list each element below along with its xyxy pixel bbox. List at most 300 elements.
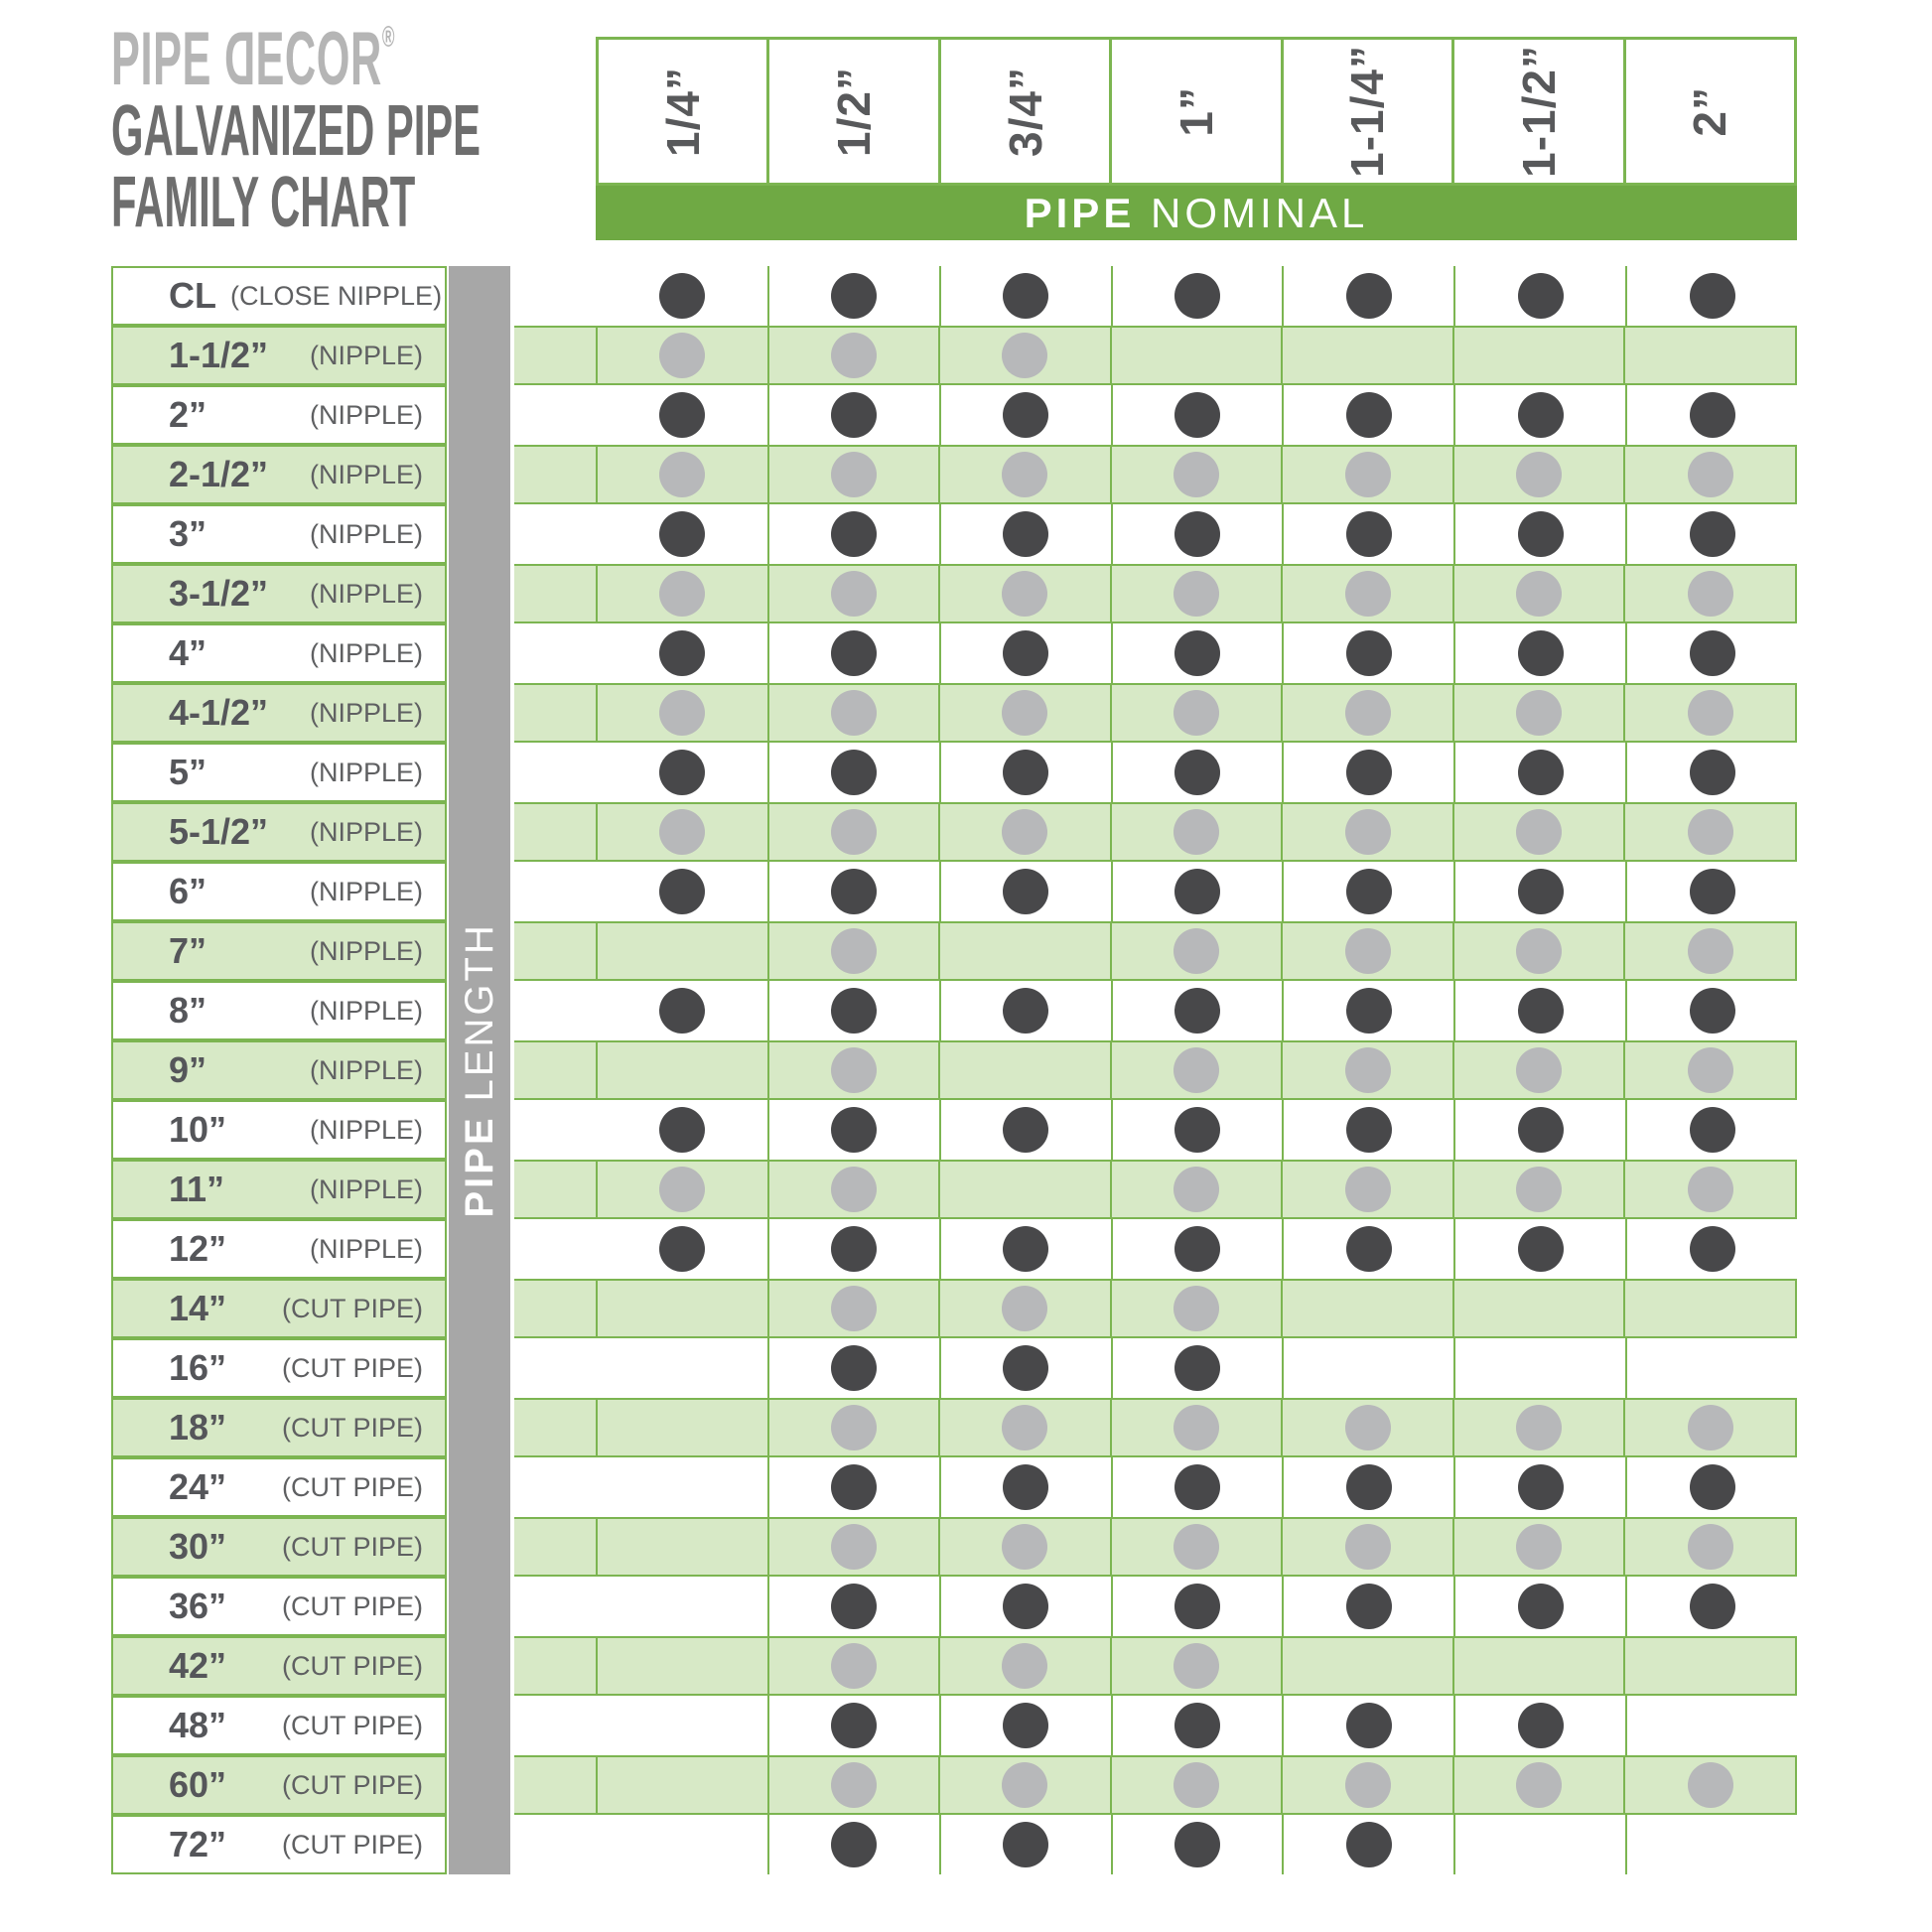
column-header-6 (1451, 37, 1625, 186)
availability-dot (1518, 988, 1564, 1034)
matrix-cell (767, 1815, 939, 1874)
matrix-cell (1625, 1219, 1797, 1279)
matrix-cell (1623, 447, 1797, 502)
availability-dot (831, 1584, 877, 1629)
matrix-cell (1453, 504, 1625, 564)
availability-dot (659, 273, 705, 319)
table-row (514, 1457, 1797, 1517)
matrix-cell (1282, 1338, 1453, 1398)
pipe-nominal-bold: PIPE (1024, 189, 1136, 236)
availability-dot (1174, 1703, 1220, 1748)
matrix-cell (1110, 447, 1282, 502)
matrix-cell (939, 1100, 1111, 1160)
availability-dot (1003, 511, 1048, 557)
row-type-note: (CUT PIPE) (281, 1471, 423, 1502)
column-header-4 (1109, 37, 1283, 186)
matrix-cell (1111, 862, 1283, 921)
matrix-cell (1625, 1457, 1797, 1517)
row-label (111, 504, 447, 564)
column-header-row (596, 37, 1797, 186)
matrix-cell (1453, 266, 1625, 326)
availability-dot (1518, 1584, 1564, 1629)
availability-dot (831, 392, 877, 438)
availability-dot (1003, 1345, 1048, 1391)
matrix-cell (767, 1042, 939, 1098)
row-label (111, 1338, 447, 1398)
matrix-cell (1453, 1219, 1625, 1279)
matrix-cell (1623, 328, 1797, 383)
availability-dot (1345, 571, 1391, 617)
availability-dot (1688, 928, 1733, 974)
pipe-length-bar (449, 266, 510, 1874)
availability-dot (1173, 1643, 1219, 1689)
row-type-note: (NIPPLE) (309, 1233, 423, 1264)
matrix-cell (596, 685, 767, 741)
column-header-3 (938, 37, 1112, 186)
pipe-length-bold: PIPE (457, 1115, 501, 1218)
row-size-label: 60” (169, 1764, 227, 1805)
table-row (514, 564, 1797, 623)
matrix-cell (1281, 685, 1452, 741)
table-row (514, 1577, 1797, 1636)
availability-dot (1174, 1464, 1220, 1510)
availability-dot (1688, 571, 1733, 617)
row-size-label: 10” (169, 1109, 227, 1150)
availability-dot (1174, 1107, 1220, 1153)
availability-dot (831, 452, 877, 497)
row-type-note: (CUT PIPE) (281, 1769, 423, 1800)
row-label (111, 862, 447, 921)
availability-dot (1174, 1584, 1220, 1629)
matrix-cell (1281, 923, 1452, 979)
matrix-cell (1110, 1042, 1282, 1098)
matrix-cell (1110, 923, 1282, 979)
availability-dot (1516, 1167, 1562, 1212)
availability-dot (1345, 1405, 1391, 1450)
row-label (111, 1517, 447, 1577)
matrix-cell (1452, 1638, 1624, 1694)
table-row (514, 1040, 1797, 1100)
matrix-cell (596, 1519, 767, 1575)
table-row (514, 266, 1797, 326)
row-size-label: 5” (169, 752, 207, 792)
row-label (111, 385, 447, 445)
matrix-cell (1623, 1042, 1797, 1098)
row-stripe-spacer (514, 1577, 596, 1636)
matrix-cell (1452, 447, 1624, 502)
matrix-cell (1452, 1519, 1624, 1575)
availability-dot (1346, 1703, 1392, 1748)
row-size-label: 2” (169, 394, 207, 435)
matrix-cell (938, 1400, 1110, 1455)
matrix-cell (1625, 981, 1797, 1040)
matrix-cell (1110, 566, 1282, 621)
matrix-cell (1623, 1281, 1797, 1336)
row-size-label: 2-1/2” (169, 454, 269, 494)
row-stripe-spacer (514, 385, 596, 445)
row-label-column (111, 266, 447, 1874)
availability-dot (1690, 1107, 1735, 1153)
availability-dot (1173, 690, 1219, 736)
row-size-label: 7” (169, 930, 207, 971)
availability-dot (1516, 452, 1562, 497)
matrix-cell (1453, 623, 1625, 683)
matrix-cell (1625, 862, 1797, 921)
row-stripe-spacer (514, 447, 596, 502)
row-size-label: 14” (169, 1288, 227, 1328)
table-row (514, 1636, 1797, 1696)
logo-reversed-d: D (223, 17, 256, 101)
matrix-cell (939, 1696, 1111, 1755)
matrix-cell (1452, 1162, 1624, 1217)
availability-dot (831, 690, 877, 736)
row-label (111, 1636, 447, 1696)
availability-dot (1174, 630, 1220, 676)
row-type-note: (CUT PIPE) (281, 1412, 423, 1443)
table-row (514, 1160, 1797, 1219)
matrix-cell (939, 862, 1111, 921)
matrix-cell (1623, 1162, 1797, 1217)
row-type-note: (NIPPLE) (309, 578, 423, 609)
matrix-cell (1281, 804, 1452, 860)
availability-dot (1173, 571, 1219, 617)
availability-dot (659, 511, 705, 557)
availability-dot (1345, 1167, 1391, 1212)
availability-dot (1518, 869, 1564, 914)
matrix-cell (596, 566, 767, 621)
matrix-cell (1281, 1638, 1452, 1694)
matrix-cell (1110, 328, 1282, 383)
availability-dot (1002, 1762, 1047, 1808)
availability-dot (1516, 1047, 1562, 1093)
row-size-label: 18” (169, 1407, 227, 1448)
availability-dot (1173, 452, 1219, 497)
matrix-cell (1452, 923, 1624, 979)
column-header-label: 2” (1684, 85, 1736, 137)
availability-dot (1516, 1762, 1562, 1808)
row-label (111, 1815, 447, 1874)
availability-dot (831, 1345, 877, 1391)
matrix-cell (1452, 804, 1624, 860)
row-stripe-spacer (514, 1219, 596, 1279)
availability-dot (659, 630, 705, 676)
availability-dot (1002, 333, 1047, 378)
availability-dot (1516, 571, 1562, 617)
row-type-note: (CUT PIPE) (281, 1293, 423, 1323)
availability-dot (831, 750, 877, 795)
matrix-cell (1625, 743, 1797, 802)
row-label (111, 564, 447, 623)
table-row (514, 683, 1797, 743)
matrix-cell (1623, 1638, 1797, 1694)
availability-dot (1690, 750, 1735, 795)
availability-dot (659, 333, 705, 378)
row-stripe-spacer (514, 1162, 596, 1217)
row-size-label: 4” (169, 632, 207, 673)
table-row (514, 1398, 1797, 1457)
matrix-cell (938, 923, 1110, 979)
row-type-note: (CUT PIPE) (281, 1710, 423, 1740)
matrix-cell (1453, 385, 1625, 445)
row-size-label: 30” (169, 1526, 227, 1567)
row-stripe-spacer (514, 504, 596, 564)
matrix-cell (939, 1457, 1111, 1517)
matrix-cell (1110, 1519, 1282, 1575)
matrix-cell (767, 1519, 939, 1575)
availability-dot (1346, 869, 1392, 914)
row-size-label: 8” (169, 990, 207, 1031)
matrix-cell (1623, 1519, 1797, 1575)
matrix-cell (1110, 804, 1282, 860)
row-type-note: (NIPPLE) (309, 995, 423, 1026)
matrix-cell (1282, 862, 1453, 921)
availability-dot (1690, 392, 1735, 438)
column-header-label: 1-1/4” (1341, 45, 1394, 178)
matrix-cell (767, 566, 939, 621)
matrix-cell (1453, 862, 1625, 921)
matrix-cell (1111, 1815, 1283, 1874)
availability-dot (1518, 750, 1564, 795)
matrix-cell (596, 981, 767, 1040)
matrix-cell (1111, 1577, 1283, 1636)
table-row (514, 802, 1797, 862)
matrix-cell (596, 1696, 767, 1755)
availability-dot (1002, 809, 1047, 855)
availability-dot (1003, 1226, 1048, 1272)
matrix-cell (939, 623, 1111, 683)
pipe-nominal-band (596, 186, 1797, 240)
row-stripe-spacer (514, 1519, 596, 1575)
matrix-cell (1453, 1696, 1625, 1755)
row-label (111, 1755, 447, 1815)
availability-dot (1173, 1524, 1219, 1570)
column-header-label: 1/4” (656, 66, 709, 157)
availability-dot (1345, 1524, 1391, 1570)
row-type-note: (NIPPLE) (309, 1114, 423, 1145)
availability-dot (831, 1643, 877, 1689)
availability-dot (1174, 750, 1220, 795)
matrix-cell (1281, 1162, 1452, 1217)
row-type-note: (NIPPLE) (309, 340, 423, 370)
availability-dot (1518, 630, 1564, 676)
matrix-cell (938, 1162, 1110, 1217)
availability-dot (1173, 1167, 1219, 1212)
matrix-cell (1625, 385, 1797, 445)
row-label (111, 1160, 447, 1219)
column-header-1 (596, 37, 769, 186)
availability-dot (1174, 869, 1220, 914)
matrix-cell (1452, 328, 1624, 383)
availability-dot (1688, 452, 1733, 497)
matrix-cell (1282, 1815, 1453, 1874)
row-stripe-spacer (514, 566, 596, 621)
matrix-cell (596, 1757, 767, 1813)
matrix-cell (1111, 743, 1283, 802)
row-type-note: (NIPPLE) (309, 518, 423, 549)
row-stripe-spacer (514, 923, 596, 979)
matrix-cell (1623, 566, 1797, 621)
availability-dot (1688, 690, 1733, 736)
matrix-cell (1453, 1577, 1625, 1636)
matrix-cell (596, 266, 767, 326)
table-row (514, 981, 1797, 1040)
row-label (111, 1398, 447, 1457)
matrix-cell (1623, 923, 1797, 979)
availability-dot (1688, 1047, 1733, 1093)
column-header-label: 1” (1170, 85, 1222, 137)
row-stripe-spacer (514, 1100, 596, 1160)
availability-dot (1516, 928, 1562, 974)
matrix-cell (1282, 1696, 1453, 1755)
row-stripe-spacer (514, 1815, 596, 1874)
column-header-label: 1-1/2” (1512, 45, 1565, 178)
matrix-cell (1452, 685, 1624, 741)
matrix-cell (596, 1457, 767, 1517)
availability-dot (1346, 1584, 1392, 1629)
matrix-cell (767, 266, 939, 326)
table-row (514, 1100, 1797, 1160)
matrix-cell (939, 1338, 1111, 1398)
availability-dot (831, 1464, 877, 1510)
matrix-cell (939, 504, 1111, 564)
availability-dot (659, 809, 705, 855)
availability-dot (1173, 1405, 1219, 1450)
matrix-cell (1452, 1042, 1624, 1098)
availability-dot (1002, 571, 1047, 617)
matrix-cell (1623, 1757, 1797, 1813)
matrix-cell (596, 923, 767, 979)
row-size-label: 3-1/2” (169, 573, 269, 614)
availability-dot (831, 1703, 877, 1748)
row-type-note: (CUT PIPE) (281, 1650, 423, 1681)
availability-dot (831, 988, 877, 1034)
availability-dot (1518, 273, 1564, 319)
row-type-note: (NIPPLE) (309, 637, 423, 668)
row-label (111, 683, 447, 743)
matrix-cell (1452, 566, 1624, 621)
title-line-1: GALVANIZED PIPE (111, 91, 482, 171)
availability-dot (1003, 1584, 1048, 1629)
row-type-note: (CUT PIPE) (281, 1590, 423, 1621)
matrix-cell (1625, 504, 1797, 564)
matrix-cell (1281, 1281, 1452, 1336)
availability-dot (831, 333, 877, 378)
row-size-label: 16” (169, 1347, 227, 1388)
availability-dot (1173, 928, 1219, 974)
row-size-label: 11” (169, 1169, 225, 1209)
table-row (514, 326, 1797, 385)
availability-dot (659, 690, 705, 736)
matrix-cell (596, 1281, 767, 1336)
availability-dot (831, 1047, 877, 1093)
column-header-2 (766, 37, 940, 186)
availability-dot (1516, 809, 1562, 855)
matrix-cell (1452, 1757, 1624, 1813)
matrix-cell (767, 328, 939, 383)
availability-dot (1003, 988, 1048, 1034)
availability-dot (1003, 1822, 1048, 1867)
row-type-note: (CUT PIPE) (281, 1352, 423, 1383)
availability-dot (1003, 750, 1048, 795)
availability-dot (1174, 392, 1220, 438)
row-stripe-spacer (514, 685, 596, 741)
row-size-label: 36” (169, 1586, 227, 1626)
row-size-label: 5-1/2” (169, 811, 269, 852)
matrix-cell (596, 504, 767, 564)
matrix-cell (938, 328, 1110, 383)
matrix-cell (767, 1338, 939, 1398)
table-row (514, 385, 1797, 445)
matrix-cell (1625, 266, 1797, 326)
availability-dot (659, 571, 705, 617)
availability-dot (1346, 392, 1392, 438)
row-stripe-spacer (514, 266, 596, 326)
availability-dot (1688, 809, 1733, 855)
row-label (111, 623, 447, 683)
row-size-label: CL (169, 275, 216, 316)
matrix-cell (767, 981, 939, 1040)
availability-dot (1002, 1286, 1047, 1331)
row-size-label: 1-1/2” (169, 335, 269, 375)
availability-dot (1345, 1762, 1391, 1808)
matrix-cell (767, 1162, 939, 1217)
pipe-length-rest: LENGTH (457, 922, 501, 1116)
row-label (111, 1577, 447, 1636)
matrix-cell (938, 1281, 1110, 1336)
row-label (111, 743, 447, 802)
availability-dot (659, 1107, 705, 1153)
availability-dot (1003, 1464, 1048, 1510)
matrix-cell (1282, 743, 1453, 802)
availability-dot (1518, 511, 1564, 557)
matrix-cell (938, 566, 1110, 621)
availability-dot (1516, 1405, 1562, 1450)
matrix-cell (1110, 1281, 1282, 1336)
matrix-cell (1625, 1100, 1797, 1160)
matrix-cell (939, 1815, 1111, 1874)
matrix-cell (596, 1638, 767, 1694)
logo-text-ecor: ECOR (255, 17, 382, 101)
availability-dot (1002, 1643, 1047, 1689)
table-row (514, 504, 1797, 564)
availability-dot (1174, 988, 1220, 1034)
matrix-cell (767, 1281, 939, 1336)
registered-mark: ® (381, 21, 395, 54)
row-stripe-spacer (514, 1281, 596, 1336)
availability-dot (1690, 1226, 1735, 1272)
availability-dot (1346, 511, 1392, 557)
table-row (514, 1338, 1797, 1398)
availability-dot (1690, 869, 1735, 914)
matrix-cell (767, 504, 939, 564)
availability-dot (1346, 273, 1392, 319)
availability-dot (1688, 1405, 1733, 1450)
matrix-cell (1625, 1577, 1797, 1636)
availability-dot (831, 571, 877, 617)
row-type-note: (CUT PIPE) (281, 1829, 423, 1860)
logo-text-pipe: PIPE (111, 17, 224, 101)
table-row (514, 743, 1797, 802)
availability-dot (831, 1226, 877, 1272)
row-type-note: (NIPPLE) (309, 697, 423, 728)
matrix-cell (1281, 447, 1452, 502)
row-stripe-spacer (514, 1042, 596, 1098)
availability-dot (831, 809, 877, 855)
matrix-cell (1110, 1638, 1282, 1694)
matrix-cell (1111, 1457, 1283, 1517)
availability-dot (1003, 273, 1048, 319)
matrix-cell (767, 862, 939, 921)
